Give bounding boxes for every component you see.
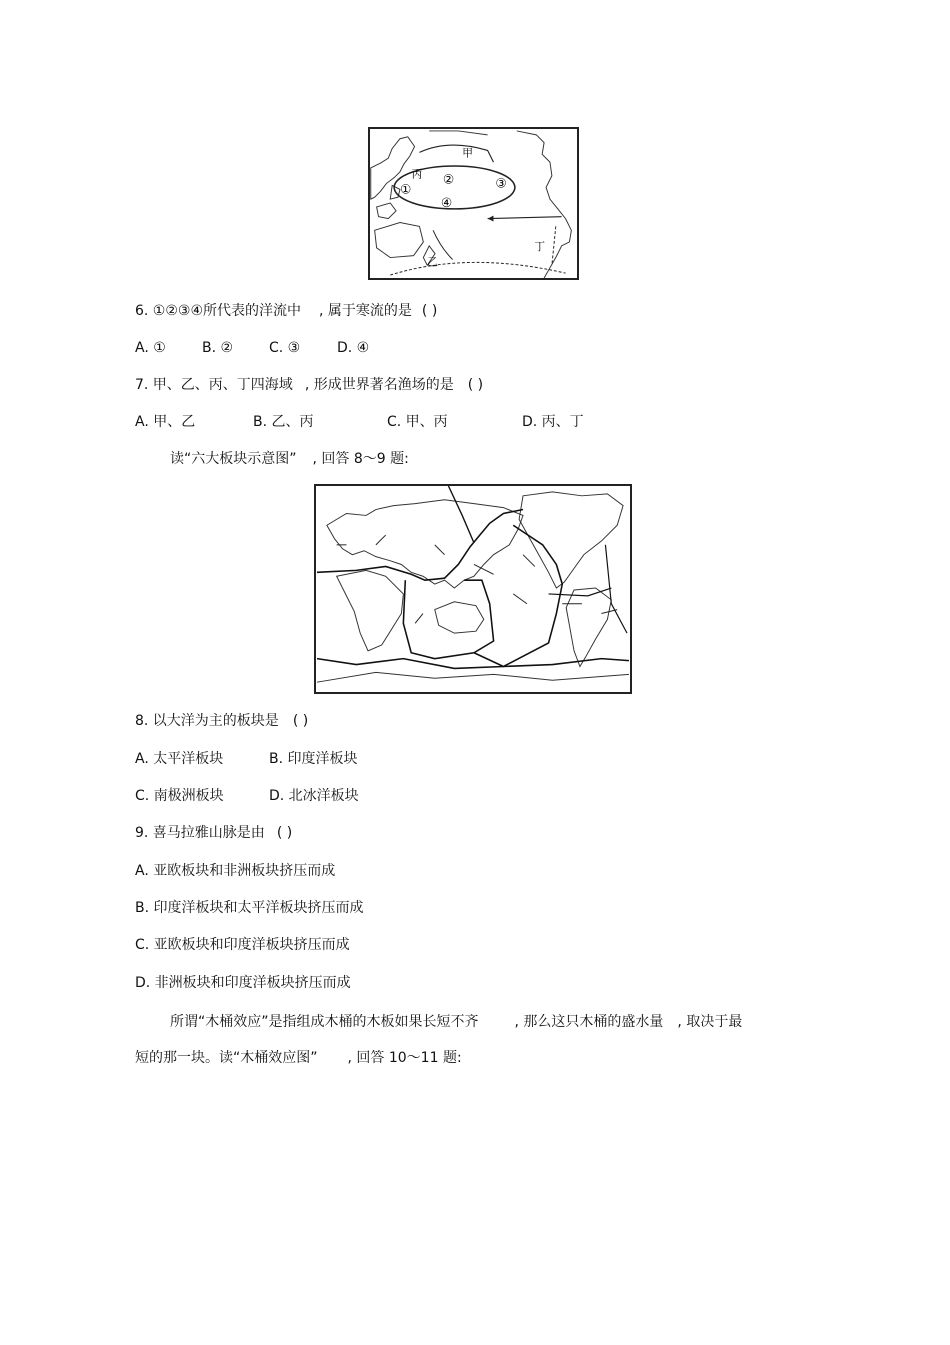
q6-option-b: B. ②	[202, 340, 234, 356]
label-bing: 丙	[411, 167, 423, 181]
southern-current	[390, 262, 565, 275]
islands	[377, 203, 396, 219]
q6-stem-text2: , 属于寒流的是	[319, 303, 412, 319]
q9-stem-text: 9. 喜马拉雅山脉是由	[135, 825, 265, 841]
q6-stem-text: 6. ①②③④所代表的洋流中	[135, 303, 302, 319]
intro-10-11-text4: 短的那一块。读“木桶效应图”	[135, 1050, 318, 1066]
q6-option-d: D. ④	[337, 340, 370, 356]
intro-10-11-text3: , 取决于最	[677, 1014, 743, 1030]
intro-10-11-text5: , 回答 10～11 题:	[347, 1050, 462, 1066]
q9-answer-blank: ( )	[276, 825, 293, 841]
label-yi: 乙	[427, 255, 438, 269]
intro-10-11-line2	[135, 1048, 462, 1068]
q9-option-c: C. 亚欧板块和印度洋板块挤压而成	[135, 937, 350, 953]
q7-option-c: C. 甲、丙	[387, 414, 448, 430]
q9-option-a: A. 亚欧板块和非洲板块挤压而成	[135, 863, 336, 879]
q8-option-a: A. 太平洋板块	[135, 751, 224, 767]
q6-option-a: A. ①	[135, 340, 166, 356]
q7-option-d: D. 丙、丁	[522, 414, 584, 430]
equatorial-current	[488, 217, 562, 219]
north-current	[419, 145, 493, 162]
q6-answer-blank: ( )	[421, 303, 438, 319]
boundary-indo-australian	[403, 580, 493, 658]
intro-8-9-text1: 读“六大板块示意图”	[170, 451, 297, 467]
q9-option-d: D. 非洲板块和印度洋板块挤压而成	[135, 975, 351, 991]
q7-option-b: B. 乙、丙	[253, 414, 314, 430]
plate-motion-arrows	[337, 535, 618, 623]
ocean-currents-map-svg	[370, 129, 577, 278]
q8-stem	[135, 711, 308, 731]
six-plates-map	[314, 484, 632, 694]
q9-stem	[135, 823, 292, 843]
americas-coast	[517, 131, 572, 278]
label-c3: ③	[495, 175, 507, 191]
ocean-currents-map	[368, 127, 579, 280]
label-c1: ①	[399, 181, 412, 197]
q7-option-a: A. 甲、乙	[135, 414, 196, 430]
intro-10-11-text1: 所谓“木桶效应”是指组成木桶的木板如果长短不齐	[170, 1014, 479, 1030]
label-c2: ②	[442, 171, 455, 187]
africa-outline	[337, 570, 404, 650]
south-america-outline	[566, 588, 611, 666]
intro-8-9	[170, 449, 409, 469]
q7-stem-text2: , 形成世界著名渔场的是	[304, 377, 454, 393]
intro-10-11-text2: , 那么这只木桶的盛水量	[514, 1014, 664, 1030]
q7-answer-blank: ( )	[467, 377, 484, 393]
intro-8-9-text2: , 回答 8～9 题:	[312, 451, 409, 467]
q6-stem	[135, 301, 437, 321]
australia-coast	[375, 222, 424, 257]
eurasia-outline	[327, 500, 523, 588]
q7-stem-text: 7. 甲、乙、丙、丁四海域	[135, 377, 293, 393]
q8-option-b: B. 印度洋板块	[269, 751, 358, 767]
label-jia: 甲	[462, 146, 474, 160]
arrow-head	[488, 216, 494, 222]
australia-outline	[435, 602, 484, 633]
antarctica-outline	[317, 672, 629, 682]
q7-stem	[135, 375, 483, 395]
north-coast	[429, 131, 487, 135]
q8-answer-blank: ( )	[292, 713, 309, 729]
intro-10-11-line1	[170, 1012, 742, 1032]
boundary-eurasian-na	[448, 486, 474, 543]
q8-option-c: C. 南极洲板块	[135, 788, 224, 804]
q6-option-c: C. ③	[269, 340, 301, 356]
label-c4: ④	[440, 194, 453, 210]
q8-stem-text: 8. 以大洋为主的板块是	[135, 713, 279, 729]
q9-option-b: B. 印度洋板块和太平洋板块挤压而成	[135, 900, 364, 916]
boundary-eurasian-south	[317, 510, 523, 581]
six-plates-map-svg	[316, 486, 630, 692]
label-ding: 丁	[534, 239, 546, 253]
q8-option-d: D. 北冰洋板块	[269, 788, 359, 804]
